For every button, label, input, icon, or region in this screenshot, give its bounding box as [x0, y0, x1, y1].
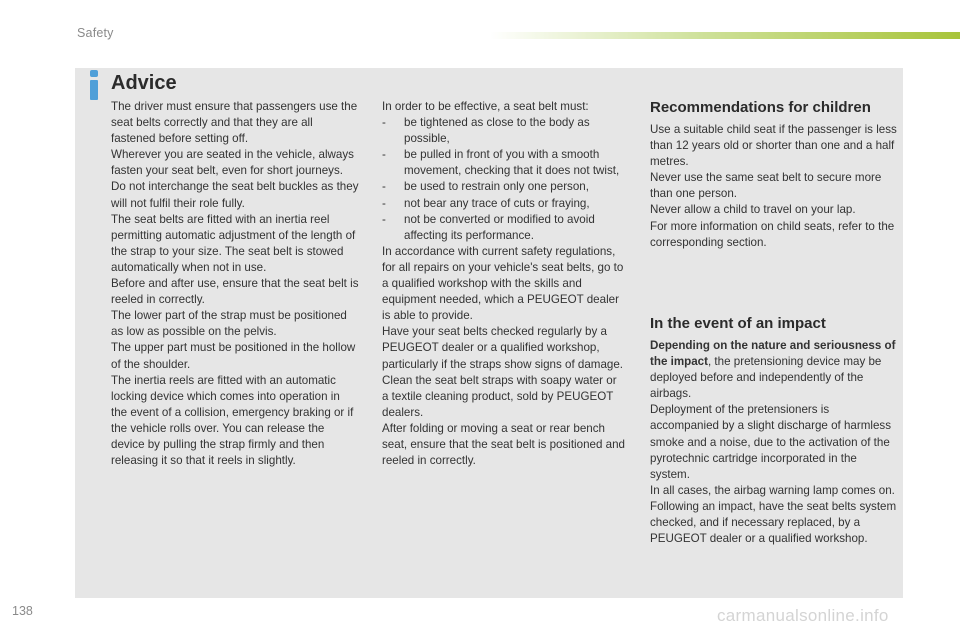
list-item: - not bear any trace of cuts or fraying, — [382, 196, 626, 212]
paragraph: The seat belts are fitted with an inertia reel permitting automatic adjustment of the length of the strap to your size. The seat belt is stowed automatically when not in use. — [111, 212, 356, 274]
impact-heading: In the event of an impact — [650, 315, 826, 332]
paragraph: The inertia reels are fitted with an automatic locking device which comes into operation in the event of a collision, emergency braking or if the vehicle rolls over. You can release the device by pulling the strap firmly and then releasing it so that it reels in slightly. — [111, 373, 354, 468]
advice-column-2 — [382, 99, 626, 469]
paragraph: In accordance with current safety regulations, for all repairs on your vehicle's seat belts, go to a qualified workshop with the skills and equipment needed, which a PEUGEOT dealer is able to provide. — [382, 244, 624, 323]
info-icon — [87, 70, 101, 100]
paragraph: Deployment of the pretensioners is accompanied by a slight discharge of harmless smoke and a noise, due to the activation of the pyrotechnic cartridge incorporated in the system. — [650, 403, 892, 481]
list-item: - not be converted or modified to avoid affecting its performance. — [382, 212, 626, 244]
paragraph: The lower part of the strap must be positioned as low as possible on the pelvis. — [111, 309, 347, 339]
list-item: - be used to restrain only one person, — [382, 179, 626, 195]
paragraph: The driver must ensure that passengers use the seat belts correctly and that they are all fastened before setting off. — [111, 100, 358, 146]
list-item: - be pulled in front of you with a smooth movement, checking that it does not twist, — [382, 147, 626, 179]
paragraph: In all cases, the airbag warning lamp comes on. — [650, 483, 895, 497]
paragraph: Clean the seat belt straps with soapy water or a textile cleaning product, sold by PEUGEOT dealers. — [382, 373, 617, 419]
watermark: carmanualsonline.info — [717, 606, 889, 625]
header-accent-bar — [490, 32, 960, 39]
impact-lead-text: , the pretensioning device may be deployed before and independently of the airbags. — [650, 355, 882, 401]
section-title: Safety — [77, 26, 114, 40]
paragraph: Have your seat belts checked regularly by a PEUGEOT dealer or a qualified workshop, particularly if the straps show signs of damage. — [382, 325, 624, 371]
paragraph: For more information on child seats, refer to the corresponding section. — [650, 219, 895, 249]
seat-belt-requirements-list — [382, 115, 626, 244]
paragraph: The upper part must be positioned in the hollow of the shoulder. — [111, 341, 356, 371]
advice-column-1 — [111, 99, 359, 469]
paragraph: Wherever you are seated in the vehicle, always fasten your seat belt, even for short journeys. — [111, 148, 354, 178]
paragraph: Following an impact, have the seat belts system checked, and if necessary replaced, by a PEUGEOT dealer or a qualified workshop. — [650, 499, 897, 546]
children-section — [650, 122, 900, 251]
paragraph — [650, 338, 900, 402]
list-item: - be tightened as close to the body as possible, — [382, 115, 626, 147]
paragraph: After folding or moving a seat or rear bench seat, ensure that the seat belt is positioned and reeled in correctly. — [382, 421, 625, 468]
paragraph: Never allow a child to travel on your lap. — [650, 203, 856, 217]
impact-lead-bold: Depending on the nature and seriousness of the impact — [650, 339, 896, 369]
paragraph: Use a suitable child seat if the passenger is less than 12 years old or shorter than one and a half metres. — [650, 123, 897, 169]
advice-title: Advice — [111, 72, 177, 94]
impact-section — [650, 338, 900, 547]
children-heading: Recommendations for children — [650, 99, 871, 116]
paragraph: Never use the same seat belt to secure more than one person. — [650, 171, 882, 201]
page-number: 138 — [12, 604, 33, 618]
paragraph: Before and after use, ensure that the seat belt is reeled in correctly. — [111, 277, 359, 307]
paragraph: In order to be effective, a seat belt must: — [382, 100, 589, 113]
paragraph: Do not interchange the seat belt buckles as they will not fulfil their role fully. — [111, 180, 359, 210]
